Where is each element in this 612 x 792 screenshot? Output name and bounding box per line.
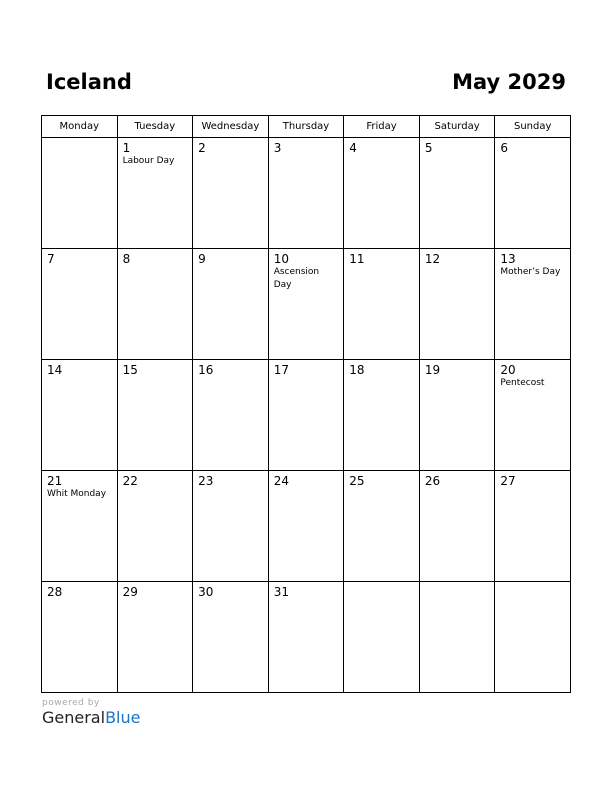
- holiday-label: Ascension Day: [273, 267, 320, 290]
- day-number: 20: [500, 363, 516, 377]
- day-cell: [268, 582, 344, 693]
- day-cell: [495, 360, 571, 471]
- day-cell: [42, 138, 118, 249]
- week-row: [42, 582, 571, 693]
- day-cell: [268, 249, 344, 360]
- day-cell: [193, 249, 269, 360]
- day-number: 3: [273, 141, 282, 155]
- day-cell: [42, 582, 118, 693]
- day-number: 13: [500, 252, 516, 266]
- day-number: 30: [198, 585, 214, 599]
- holiday-label: Mother’s Day: [500, 267, 561, 277]
- day-number: 23: [198, 474, 214, 488]
- week-row: [42, 249, 571, 360]
- calendar-grid: [41, 115, 571, 693]
- weekday-thursday: Thursday: [268, 116, 344, 138]
- day-number: 16: [198, 363, 214, 377]
- weekday-saturday: Saturday: [419, 116, 495, 138]
- day-number: 1: [122, 141, 131, 155]
- day-number: 8: [122, 252, 131, 266]
- day-cell: [495, 582, 571, 693]
- day-number: 10: [273, 252, 289, 266]
- day-number: 9: [198, 252, 206, 266]
- weekday-header-row: [42, 116, 571, 138]
- day-cell: [193, 360, 269, 471]
- day-cell: [495, 138, 571, 249]
- footer: [42, 698, 140, 728]
- country-title: Iceland: [46, 70, 132, 94]
- day-number: 7: [47, 252, 55, 266]
- day-number: 21: [47, 474, 63, 488]
- day-number: 19: [424, 363, 441, 377]
- day-cell: [344, 249, 420, 360]
- week-row: [42, 138, 571, 249]
- week-row: [42, 471, 571, 582]
- day-cell: [268, 471, 344, 582]
- powered-by-text: powered by: [42, 698, 100, 708]
- day-number: 25: [349, 474, 365, 488]
- day-number: 29: [122, 585, 138, 599]
- holiday-label: Whit Monday: [47, 489, 107, 499]
- day-cell: [117, 249, 193, 360]
- day-cell: [42, 249, 118, 360]
- day-cell: [117, 360, 193, 471]
- month-title: May 2029: [452, 70, 566, 94]
- weekday-wednesday: Wednesday: [193, 116, 269, 138]
- day-number: 27: [500, 474, 516, 488]
- day-cell: [268, 360, 344, 471]
- brand-general: General: [42, 708, 106, 727]
- day-number: 6: [500, 141, 509, 155]
- day-cell: [344, 582, 420, 693]
- day-number: 26: [424, 474, 441, 488]
- day-cell: [193, 582, 269, 693]
- day-cell: [419, 249, 495, 360]
- day-cell: [193, 138, 269, 249]
- weekday-monday: Monday: [42, 116, 118, 138]
- day-number: 11: [349, 252, 365, 266]
- day-number: 22: [122, 474, 138, 488]
- day-cell: [495, 249, 571, 360]
- holiday-label: Labour Day: [122, 156, 175, 166]
- day-cell: [42, 360, 118, 471]
- day-cell: [419, 138, 495, 249]
- generalblue-logo[interactable]: [42, 708, 140, 728]
- day-number: 17: [273, 363, 289, 377]
- day-cell: [193, 471, 269, 582]
- day-cell: [495, 471, 571, 582]
- calendar-body: [42, 138, 571, 693]
- day-cell: [42, 471, 118, 582]
- day-cell: [117, 582, 193, 693]
- calendar-header: [46, 70, 566, 100]
- day-number: 15: [122, 363, 138, 377]
- day-number: 24: [273, 474, 289, 488]
- day-cell: [344, 471, 420, 582]
- day-cell: [268, 138, 344, 249]
- day-cell: [419, 582, 495, 693]
- day-number: 12: [424, 252, 441, 266]
- holiday-label: Pentecost: [500, 378, 545, 388]
- day-cell: [344, 138, 420, 249]
- day-cell: [117, 138, 193, 249]
- day-number: 2: [198, 141, 206, 155]
- brand-blue: Blue: [105, 708, 141, 727]
- weekday-friday: Friday: [344, 116, 420, 138]
- day-number: 5: [424, 141, 433, 155]
- day-number: 14: [47, 363, 63, 377]
- day-cell: [419, 360, 495, 471]
- day-cell: [117, 471, 193, 582]
- day-cell: [419, 471, 495, 582]
- day-number: 31: [273, 585, 289, 599]
- day-number: 18: [349, 363, 365, 377]
- week-row: [42, 360, 571, 471]
- weekday-sunday: Sunday: [495, 116, 571, 138]
- day-cell: [344, 360, 420, 471]
- weekday-tuesday: Tuesday: [117, 116, 193, 138]
- day-number: 4: [349, 141, 357, 155]
- day-number: 28: [47, 585, 63, 599]
